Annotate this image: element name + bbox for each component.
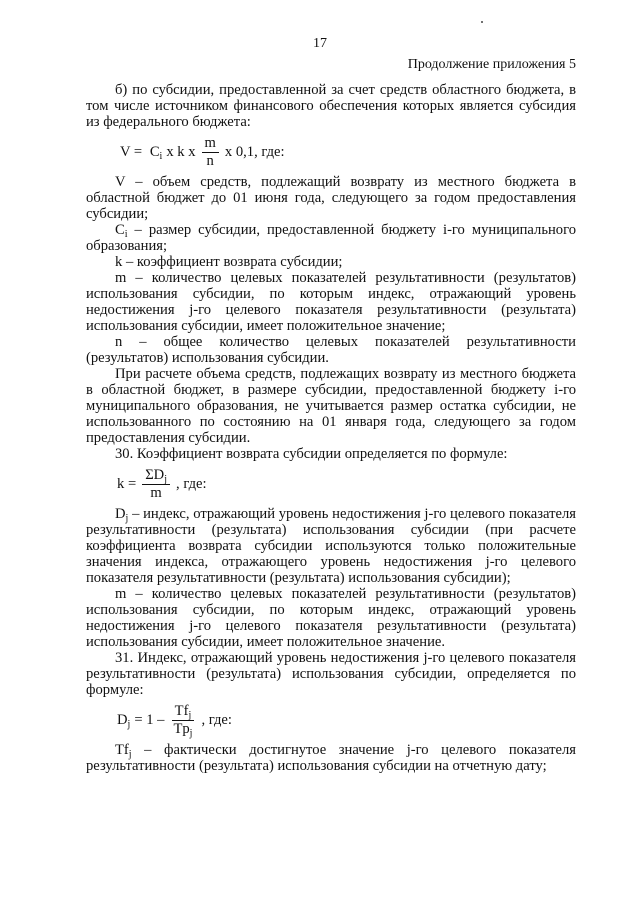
- fraction-denominator: m: [150, 484, 162, 501]
- definition-m: m – количество целевых показателей результативности (результатов) использования субсидии, по которым индекс, отражающий уровень недостижения j-го целевого показателя результативности (результата) использования субсидии, имеет положительное значение;: [86, 270, 576, 334]
- definition-ci: $C_i$ – размер субсидии, предоставленной бюджету i-го муниципального образования;: [86, 222, 577, 254]
- page-number: 17: [313, 36, 327, 51]
- formula-dj-lhs: $D_j$: [117, 712, 131, 730]
- formula-v: [86, 130, 576, 174]
- formula-dj: [86, 698, 576, 742]
- formula-dj-fraction: [170, 704, 195, 737]
- formula-dj-tail: , где:: [201, 712, 232, 728]
- fraction-numerator: $\Sigma D_j$: [142, 468, 170, 485]
- definition-dj: $D_j$ – индекс, отражающий уровень недостижения j-го целевого показателя результативности (результата) использования субсидии (при расчете коэффициента возврата субсидии используются только положительные значения индекса, отражающего уровень недостижения j-го целевого показателя результативности (результата) использования субсидии);: [86, 506, 576, 586]
- formula-v-ci: $C_i$: [149, 144, 163, 162]
- formula-k-fraction: [142, 468, 170, 501]
- definition-k: k – коэффициент возврата субсидии;: [115, 254, 343, 270]
- formula-dj-eq: = 1 –: [134, 712, 165, 728]
- definition-v: V – объем средств, подлежащий возврату из местного бюджета в областной бюджет до 01 июня года, следующего за годом предоставления субсидии;: [86, 174, 576, 222]
- item-31-intro: 31. Индекс, отражающий уровень недостижения j-го целевого показателя результативности (результата) использования субсидии, определяется по формуле:: [86, 650, 576, 698]
- definition-n: n – общее количество целевых показателей результативности (результатов) использования субсидии.: [86, 334, 576, 366]
- formula-v-mult: x k x: [166, 144, 196, 160]
- section-b-intro: б) по субсидии, предоставленной за счет средств областного бюджета, в том числе источником финансового обеспечения которых является субсидия из федерального бюджета:: [86, 82, 576, 130]
- formula-k-tail: , где:: [176, 476, 207, 492]
- formula-v-tail: x 0,1, где:: [224, 144, 285, 160]
- appendix-label: Продолжение приложения 5: [407, 57, 576, 72]
- fraction-numerator: m: [202, 136, 219, 153]
- fraction-denominator: $Tp_j$: [173, 720, 193, 739]
- formula-v-lhs: V =: [120, 144, 143, 160]
- fraction-denominator: n: [206, 152, 214, 169]
- formula-k: [86, 462, 576, 506]
- formula-k-lhs: k =: [117, 476, 137, 492]
- formula-v-fraction: [202, 136, 219, 169]
- fraction-numerator: $Tf_j$: [172, 704, 195, 721]
- document-body: [86, 82, 576, 774]
- definition-tf: $Tf_j$ – фактически достигнутое значение j-го целевого показателя результативности (результата) использования субсидии на отчетную дату;: [86, 742, 576, 774]
- definition-m-positive: m – количество целевых показателей результативности (результатов) использования субсидии, по которым индекс, отражающий уровень недостижения j-го целевого показателя результативности (результата) использования субсидии, имеет положительное значение.: [86, 586, 576, 650]
- remainder-note: При расчете объема средств, подлежащих возврату из местного бюджета в областной бюджет, в размере субсидии, предоставленной бюджету i-го муниципального образования, не учитывается размер остатка субсидии, не использованного по состоянию на 01 января года, следующего за годом предоставления субсидии.: [86, 366, 576, 446]
- item-30-intro: 30. Коэффициент возврата субсидии определяется по формуле:: [115, 446, 508, 462]
- scan-dot: [481, 21, 483, 23]
